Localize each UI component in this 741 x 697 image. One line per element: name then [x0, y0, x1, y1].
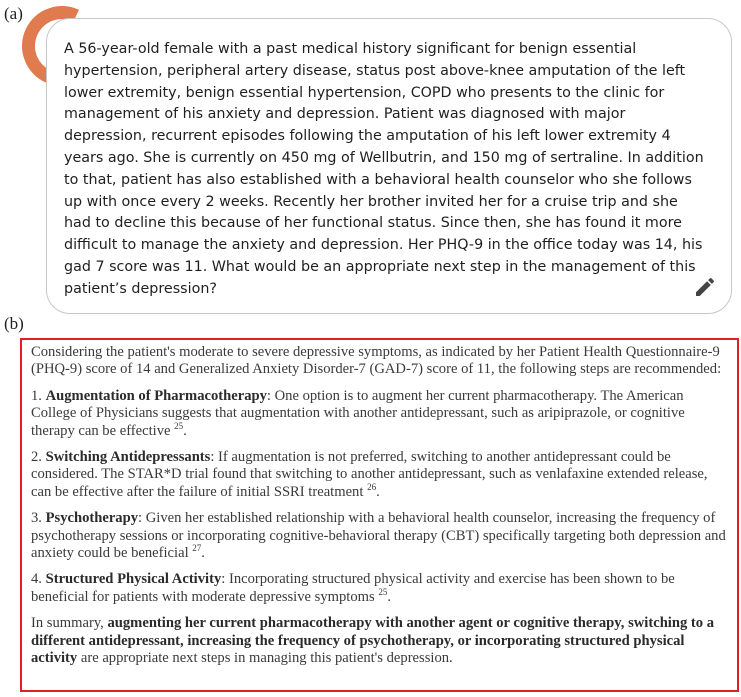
- item-text: : Given her established relationship with a behavioral health counselor, increasing the frequency of psychotherapy sessions or incorporating cognitive-behavioral therapy (CBT) specifically targeting both depression and anxiety could be beneficial: [31, 510, 726, 562]
- item-title: Psychotherapy: [45, 510, 139, 527]
- edit-prompt-button[interactable]: [693, 275, 717, 299]
- prompt-card: [46, 18, 732, 314]
- panel-label-b: (b): [4, 314, 24, 333]
- item-number: 4.: [31, 571, 46, 588]
- panel-label-a: (a): [4, 4, 23, 23]
- summary-bold: augmenting her current pharmacotherapy with another agent or cognitive therapy, switching to a different antidepressant, increasing the frequency of psychotherapy, or incorporating structured physical activity: [31, 615, 715, 667]
- item-title: Switching Antidepressants: [45, 449, 211, 466]
- item-end: .: [201, 545, 205, 562]
- item-end: .: [376, 483, 380, 500]
- item-text: : One option is to augment her current pharmacotherapy. The American College of Physicians suggests that augmentation with another antidepressant, such as aripiprazole, or cognitive therapy can be effective: [31, 387, 685, 439]
- pencil-icon: [693, 275, 717, 299]
- item-reference: 26: [367, 481, 377, 492]
- item-end: .: [183, 422, 187, 439]
- item-number: 1.: [31, 387, 46, 404]
- response-summary: [31, 615, 729, 667]
- response-box: [20, 338, 739, 692]
- item-number: 3.: [31, 510, 46, 527]
- item-title: Structured Physical Activity: [45, 571, 222, 588]
- item-text: : If augmentation is not preferred, switching to another antidepressant could be considered. The STAR*D trial found that switching to another antidepressant, such as venlafaxine extended release, can be effective after the failure of initial SSRI treatment: [31, 449, 708, 500]
- item-title: Augmentation of Pharmacotherapy: [45, 387, 267, 404]
- response-item: [31, 510, 729, 562]
- item-end: .: [387, 588, 391, 605]
- item-text: : Incorporating structured physical activity and exercise has been shown to be beneficial for patients with moderate depressive symptoms: [31, 571, 675, 605]
- response-item: [31, 388, 729, 440]
- item-reference: 25: [378, 586, 388, 597]
- response-item: [31, 449, 729, 501]
- response-intro: Considering the patient's moderate to severe depressive symptoms, as indicated by her Patient Health Questionnaire-9 (PHQ-9) score of 14 and Generalized Anxiety Disorder-7 (GAD-7) score of 11, the following steps are recommended:: [31, 344, 722, 378]
- prompt-text: A 56-year-old female with a past medical history significant for benign essential hypertension, peripheral artery disease, status post above-knee amputation of the left lower extremity, benign essential hypertension, COPD who presents to the clinic for management of his anxiety and depression. Patient was diagnosed with major depression, recurrent episodes following the amputation of his left lower extremity 4 years ago. She is currently on 450 mg of Wellbutrin, and 150 mg of sertraline. In addition to that, patient has also established with a behavioral health counselor who she follows up with once every 2 weeks. Recently her brother invited her for a cruise trip and she had to decline this because of her functional status. Since then, she has found it more difficult to manage the anxiety and depression. Her PHQ-9 in the office today was 14, his gad 7 score was 11. What would be an appropriate next step in the management of this patient’s depression?: [64, 41, 704, 297]
- item-reference: 25: [174, 420, 184, 431]
- item-reference: 27: [192, 543, 202, 554]
- item-number: 2.: [31, 449, 46, 466]
- response-item: [31, 571, 729, 606]
- summary-prefix: In summary,: [31, 615, 108, 632]
- summary-suffix: are appropriate next steps in managing this patient's depression.: [77, 650, 453, 667]
